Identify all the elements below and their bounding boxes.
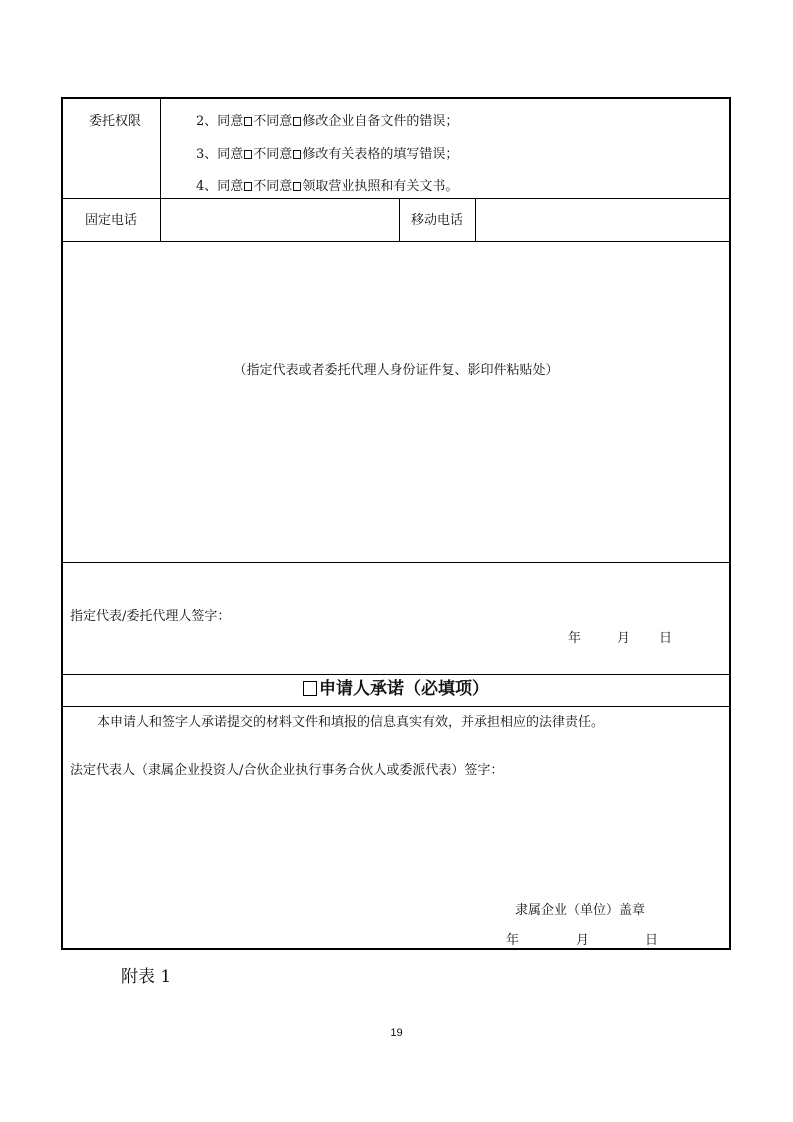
commit-date-day: 日	[645, 933, 659, 948]
landline-label: 固定电话	[85, 213, 138, 228]
legal-rep-signature-label: 法定代表人（隶属企业投资人/合伙企业执行事务合伙人或委派代表）签字：	[70, 763, 504, 778]
form-table	[61, 97, 731, 950]
disagree-checkbox[interactable]	[293, 182, 301, 191]
authority-item-2: 2、同意 不同意 修改企业自备文件的错误；	[196, 114, 459, 129]
mobile-field[interactable]	[481, 213, 721, 229]
page-number: 19	[390, 1027, 403, 1039]
mobile-label: 移动电话	[411, 213, 464, 228]
agent-signature-label: 指定代表/委托代理人签字：	[70, 609, 231, 624]
authority-item-4: 4、同意 不同意 领取营业执照和有关文书。	[196, 179, 459, 194]
divider	[63, 674, 729, 675]
authority-item-3: 3、同意 不同意 修改有关表格的填写错误；	[196, 147, 459, 162]
divider	[63, 562, 729, 563]
commitment-checkbox[interactable]	[303, 681, 317, 696]
agent-date-month: 月	[617, 631, 631, 646]
agent-date-day: 日	[659, 631, 673, 646]
agent-date-year: 年	[568, 631, 582, 646]
seal-label: 隶属企业（单位）盖章	[515, 903, 646, 918]
disagree-checkbox[interactable]	[293, 117, 301, 126]
id-copy-placeholder: （指定代表或者委托代理人身份证件复、影印件粘贴处）	[233, 363, 559, 378]
commitment-statement: 本申请人和签字人承诺提交的材料文件和填报的信息真实有效，并承担相应的法律责任。	[97, 715, 605, 730]
divider	[63, 198, 729, 199]
divider	[63, 241, 729, 242]
commit-date-month: 月	[576, 933, 590, 948]
divider	[399, 198, 400, 241]
landline-field[interactable]	[165, 213, 395, 229]
agree-checkbox[interactable]	[244, 150, 252, 159]
commit-date-year: 年	[506, 933, 520, 948]
authority-label: 委托权限	[89, 114, 142, 129]
divider	[63, 706, 729, 707]
attachment-label: 附表 1	[121, 967, 172, 987]
commitment-title: 申请人承诺（必填项）	[63, 679, 729, 699]
disagree-checkbox[interactable]	[293, 150, 301, 159]
divider	[160, 198, 161, 241]
divider	[475, 198, 476, 241]
agree-checkbox[interactable]	[244, 117, 252, 126]
agree-checkbox[interactable]	[244, 182, 252, 191]
divider	[160, 99, 161, 198]
